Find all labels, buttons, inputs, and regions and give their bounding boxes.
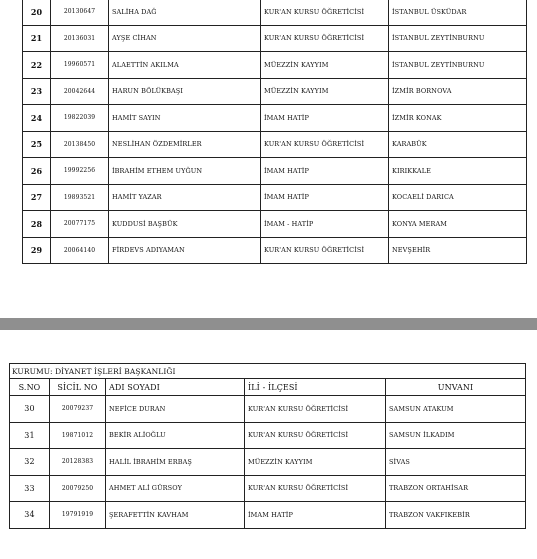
- row-number: 29: [23, 237, 51, 264]
- title: MÜEZZİN KAYYIM: [261, 78, 389, 105]
- sicil-no: 20136031: [51, 25, 109, 52]
- title: MÜEZZİN KAYYIM: [261, 52, 389, 79]
- title: SAMSUN İLKADIM: [386, 422, 526, 449]
- table-row: [23, 25, 527, 52]
- full-name: HARUN BÖLÜKBAŞI: [109, 78, 261, 105]
- row-number: 20: [23, 0, 51, 25]
- full-name: NESLİHAN ÖZDEMİRLER: [109, 131, 261, 158]
- personnel-table: [9, 363, 526, 529]
- province-district: KOCAELİ DARICA: [389, 184, 527, 211]
- table-row: [10, 396, 526, 423]
- title: İMAM HATİP: [261, 158, 389, 185]
- row-number: 34: [10, 502, 50, 529]
- table-row: [23, 131, 527, 158]
- province-district: İSTANBUL ZEYTİNBURNU: [389, 52, 527, 79]
- row-number: 23: [23, 78, 51, 105]
- row-number: 24: [23, 105, 51, 132]
- title: SİVAS: [386, 449, 526, 476]
- full-name: HAMİT YAZAR: [109, 184, 261, 211]
- row-number: 32: [10, 449, 50, 476]
- title: KUR'AN KURSU ÖĞRETİCİSİ: [261, 0, 389, 25]
- table-row: [23, 105, 527, 132]
- province-district: İSTANBUL ÜSKÜDAR: [389, 0, 527, 25]
- sicil-no: 19822039: [51, 105, 109, 132]
- full-name: HALİL İBRAHİM ERBAŞ: [106, 449, 245, 476]
- header-sno: S.NO: [10, 379, 50, 396]
- full-name: ŞERAFETTİN KAVHAM: [106, 502, 245, 529]
- full-name: NEFİCE DURAN: [106, 396, 245, 423]
- row-number: 31: [10, 422, 50, 449]
- province-district: KUR'AN KURSU ÖĞRETİCİSİ: [245, 396, 386, 423]
- sicil-no: 20079250: [50, 475, 106, 502]
- personnel-table-continued: [22, 0, 527, 264]
- province-district: İSTANBUL ZEYTİNBURNU: [389, 25, 527, 52]
- sicil-no: 20042644: [51, 78, 109, 105]
- province-district: İMAM HATİP: [245, 502, 386, 529]
- header-ili-ilcesi: İLİ - İLÇESİ: [245, 379, 386, 396]
- sicil-no: 19871012: [50, 422, 106, 449]
- sicil-no: 20130647: [51, 0, 109, 25]
- title: SAMSUN ATAKUM: [386, 396, 526, 423]
- province-district: İZMİR KONAK: [389, 105, 527, 132]
- table-row: [23, 52, 527, 79]
- row-number: 25: [23, 131, 51, 158]
- header-adi-soyadi: ADI SOYADI: [106, 379, 245, 396]
- full-name: AYŞE CİHAN: [109, 25, 261, 52]
- row-number: 28: [23, 211, 51, 238]
- table-row: [10, 502, 526, 529]
- province-district: İZMİR BORNOVA: [389, 78, 527, 105]
- header-unvani: UNVANI: [386, 379, 526, 396]
- table-row: [10, 422, 526, 449]
- table-row: [10, 475, 526, 502]
- title: İMAM HATİP: [261, 184, 389, 211]
- title: KUR'AN KURSU ÖĞRETİCİSİ: [261, 25, 389, 52]
- row-number: 26: [23, 158, 51, 185]
- table-header-row: [10, 379, 526, 396]
- title: KUR'AN KURSU ÖĞRETİCİSİ: [261, 237, 389, 264]
- page-separator: [0, 318, 537, 330]
- title: TRABZON ORTAHİSAR: [386, 475, 526, 502]
- sicil-no: 20138450: [51, 131, 109, 158]
- institution-header: KURUMU: DİYANET İŞLERİ BAŞKANLIĞI: [10, 364, 526, 379]
- province-district: KUR'AN KURSU ÖĞRETİCİSİ: [245, 475, 386, 502]
- row-number: 27: [23, 184, 51, 211]
- row-number: 33: [10, 475, 50, 502]
- province-district: NEVŞEHİR: [389, 237, 527, 264]
- sicil-no: 19992256: [51, 158, 109, 185]
- full-name: FİRDEVS ADIYAMAN: [109, 237, 261, 264]
- province-district: MÜEZZİN KAYYIM: [245, 449, 386, 476]
- full-name: AHMET ALİ GÜRSOY: [106, 475, 245, 502]
- row-number: 22: [23, 52, 51, 79]
- table-row: [23, 237, 527, 264]
- province-district: KIRIKKALE: [389, 158, 527, 185]
- table-row: [23, 78, 527, 105]
- header-sicil-no: SİCİL NO: [50, 379, 106, 396]
- full-name: İBRAHİM ETHEM UYĞUN: [109, 158, 261, 185]
- table-row: [23, 0, 527, 25]
- sicil-no: 20077175: [51, 211, 109, 238]
- sicil-no: 19893521: [51, 184, 109, 211]
- table-row: [23, 184, 527, 211]
- province-district: KUR'AN KURSU ÖĞRETİCİSİ: [245, 422, 386, 449]
- full-name: HAMİT SAYIN: [109, 105, 261, 132]
- province-district: KONYA MERAM: [389, 211, 527, 238]
- full-name: SALİHA DAĞ: [109, 0, 261, 25]
- province-district: KARABÜK: [389, 131, 527, 158]
- full-name: BEKİR ALİOĞLU: [106, 422, 245, 449]
- table-row: [23, 211, 527, 238]
- sicil-no: 19960571: [51, 52, 109, 79]
- sicil-no: 19791919: [50, 502, 106, 529]
- table-row: [23, 158, 527, 185]
- title: İMAM HATİP: [261, 105, 389, 132]
- full-name: KUDDUSİ BAŞBÜK: [109, 211, 261, 238]
- row-number: 21: [23, 25, 51, 52]
- sicil-no: 20079237: [50, 396, 106, 423]
- sicil-no: 20128383: [50, 449, 106, 476]
- table-row: [10, 449, 526, 476]
- title: KUR'AN KURSU ÖĞRETİCİSİ: [261, 131, 389, 158]
- sicil-no: 20064140: [51, 237, 109, 264]
- full-name: ALAETTİN AKILMA: [109, 52, 261, 79]
- title: TRABZON VAKFIKEBİR: [386, 502, 526, 529]
- row-number: 30: [10, 396, 50, 423]
- title: İMAM - HATİP: [261, 211, 389, 238]
